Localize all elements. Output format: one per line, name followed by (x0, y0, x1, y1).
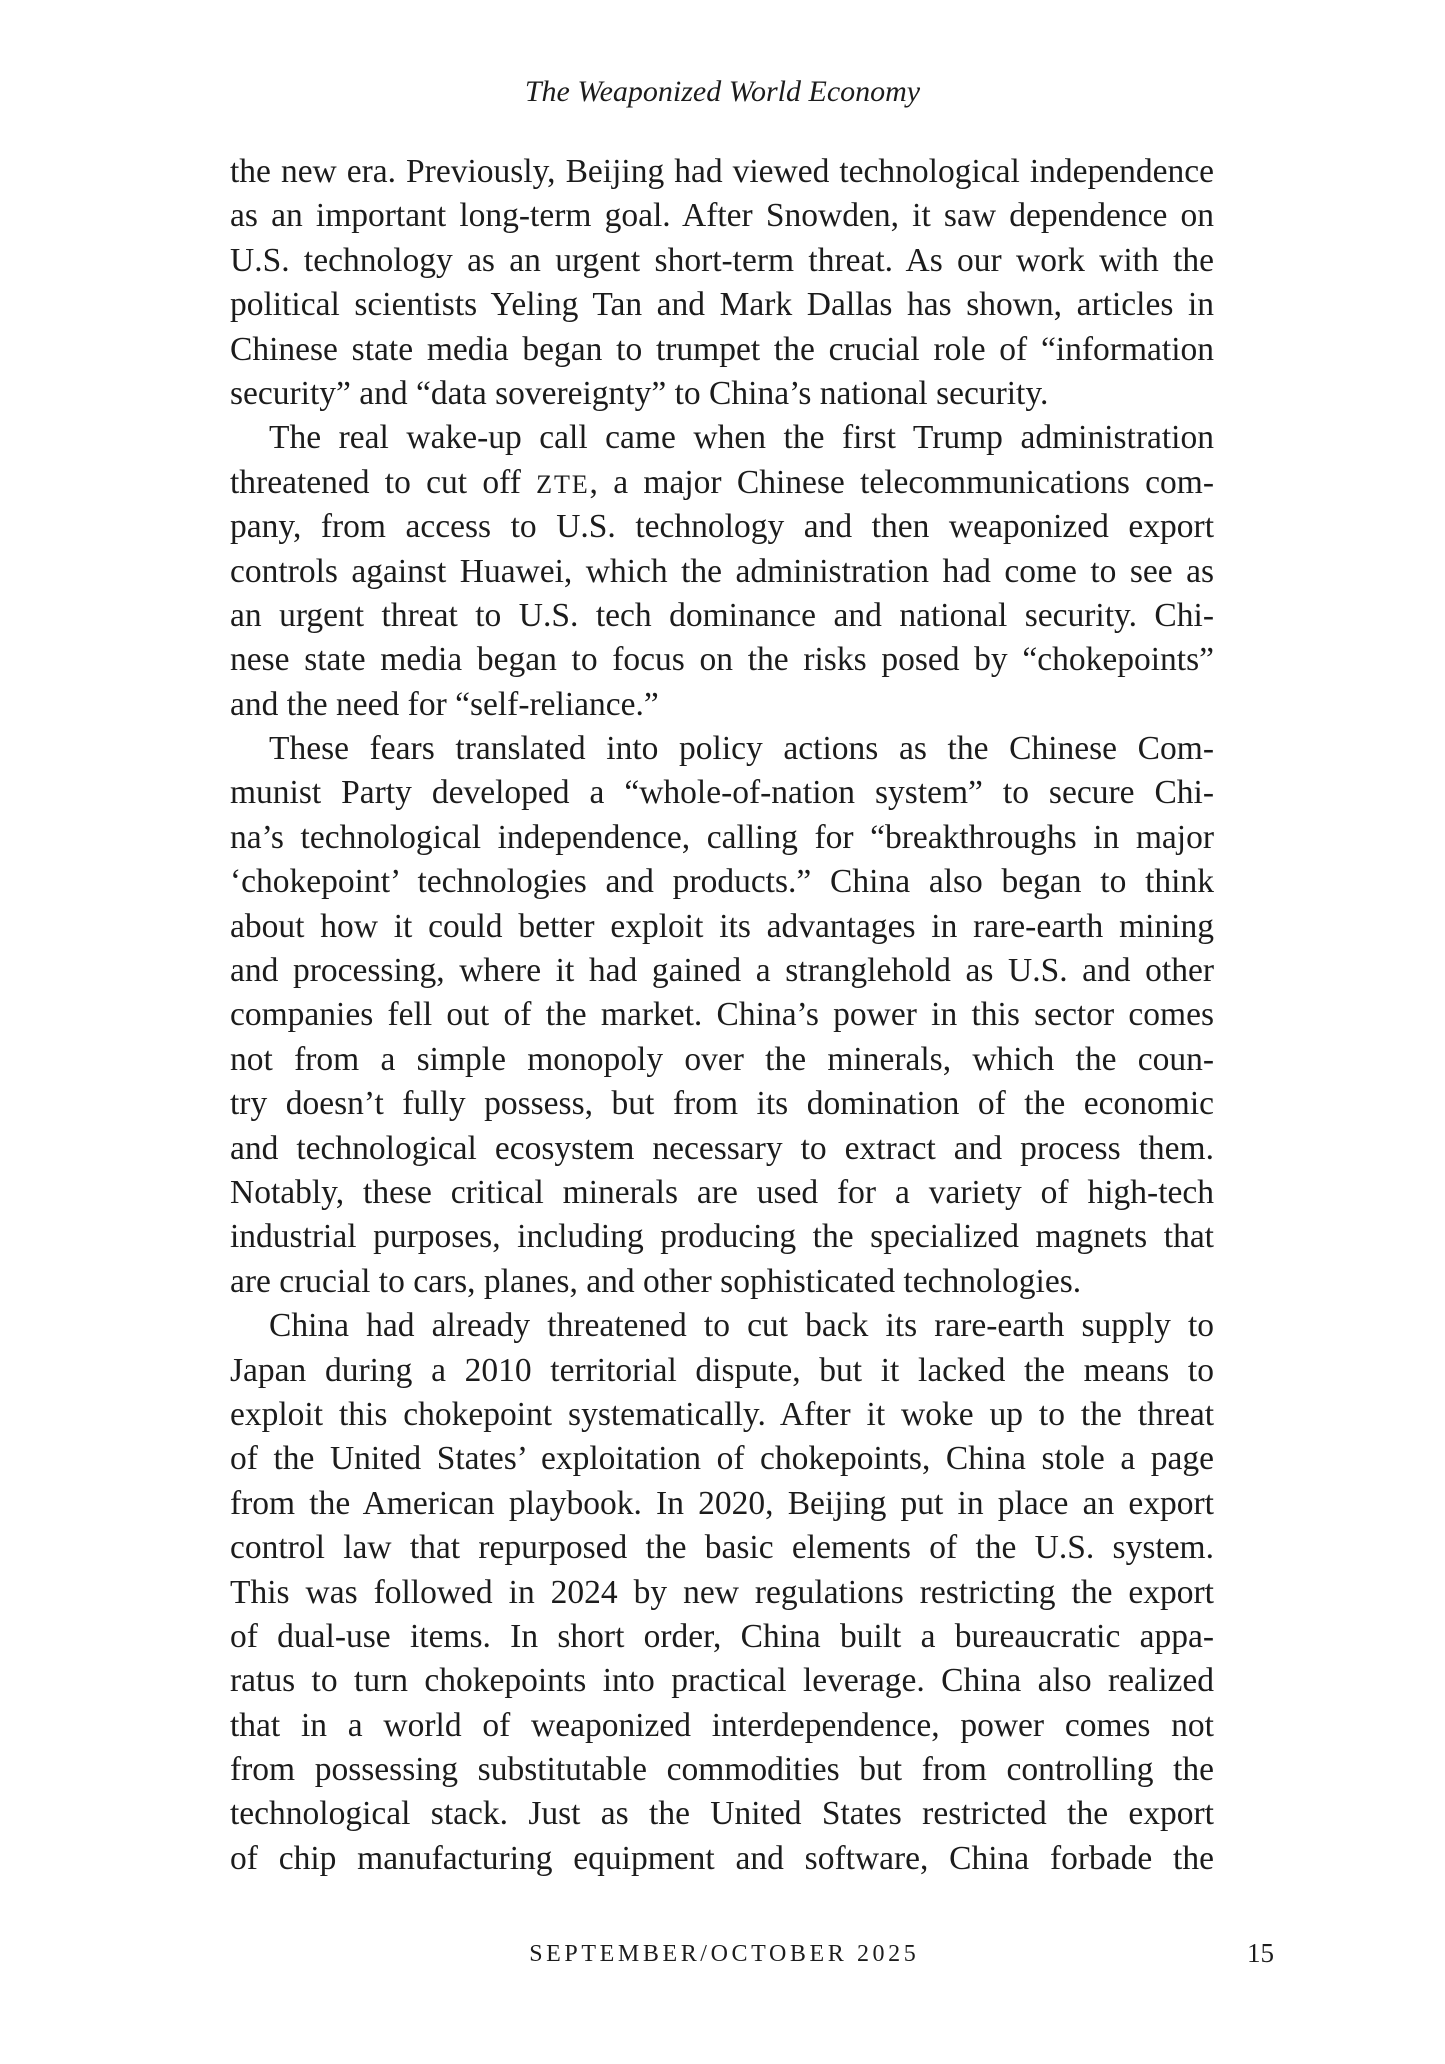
text-line: and technological ecosystem necessary to extract and process them. (230, 1129, 1214, 1167)
text-line: of the United States’ exploitation of chokepoints, China stole a page (230, 1440, 1214, 1478)
text-line: political scientists Yeling Tan and Mark Dallas has shown, articles in (230, 286, 1214, 324)
text-line (230, 461, 1214, 505)
text-line: These fears translated into policy actions as the Chinese Com- (269, 730, 1214, 768)
text-line: U.S. technology as an urgent short-term threat. As our work with the (230, 241, 1214, 279)
text-line: industrial purposes, including producing the specialized magnets that (230, 1218, 1214, 1256)
text-line: security” and “data sovereignty” to China’s national security. (230, 374, 1049, 412)
text-line: the new era. Previously, Beijing had viewed technological independence (230, 153, 1214, 190)
page-number: 15 (1247, 1938, 1274, 1968)
text-line: control law that repurposed the basic elements of the U.S. system. (230, 1529, 1214, 1567)
text-line: of chip manufacturing equipment and software, China forbade the (230, 1839, 1214, 1877)
text-line: ‘chokepoint’ technologies and products.” China also began to think (230, 863, 1214, 901)
text-line: try doesn’t fully possess, but from its domination of the economic (230, 1085, 1214, 1123)
paragraph (230, 416, 1214, 727)
text-segment: threatened to cut off (230, 463, 537, 501)
text-line: exploit this chokepoint systematically. After it woke up to the threat (230, 1395, 1214, 1433)
text-line: not from a simple monopoly over the minerals, which the coun- (230, 1040, 1214, 1078)
issue-date: SEPTEMBER/OCTOBER 2025 (529, 1941, 920, 1967)
text-line: Chinese state media began to trumpet the crucial role of “information (230, 330, 1214, 368)
text-line: This was followed in 2024 by new regulations restricting the export (230, 1573, 1214, 1611)
text-line: that in a world of weaponized interdependence, power comes not (230, 1706, 1214, 1744)
text-line: and processing, where it had gained a stranglehold as U.S. and other (230, 952, 1214, 990)
text-line: Japan during a 2010 territorial dispute, but it lacked the means to (230, 1351, 1214, 1389)
text-line: from the American playbook. In 2020, Beijing put in place an export (230, 1484, 1214, 1522)
text-line: of dual-use items. In short order, China built a bureaucratic appa- (230, 1617, 1214, 1655)
running-header: The Weaponized World Economy (524, 75, 921, 108)
text-line: controls against Huawei, which the administration had come to see as (230, 552, 1214, 590)
text-line: na’s technological independence, calling for “breakthroughs in major (230, 818, 1214, 856)
text-line: from possessing substitutable commodities but from controlling the (230, 1751, 1214, 1789)
text-line: ratus to turn chokepoints into practical leverage. China also realized (230, 1662, 1214, 1700)
text-line: and the need for “self-reliance.” (230, 685, 659, 723)
text-line: The real wake-up call came when the first Trump administration (269, 419, 1214, 457)
text-line: nese state media began to focus on the risks posed by “chokepoints” (230, 641, 1214, 679)
text-line: munist Party developed a “whole-of-nation system” to secure Chi- (230, 774, 1214, 812)
text-line: are crucial to cars, planes, and other sophisticated technologies. (230, 1262, 1082, 1300)
paragraph (230, 1304, 1214, 1881)
text-line: China had already threatened to cut back its rare-earth supply to (269, 1307, 1214, 1345)
text-line: companies fell out of the market. China’s power in this sector comes (230, 996, 1214, 1034)
paragraph (230, 727, 1214, 1304)
text-line: about how it could better exploit its advantages in rare-earth mining (230, 907, 1214, 945)
text-line: technological stack. Just as the United States restricted the export (230, 1795, 1214, 1833)
paragraph (230, 150, 1214, 416)
text-line: Notably, these critical minerals are used for a variety of high-tech (230, 1173, 1214, 1211)
text-line: an urgent threat to U.S. tech dominance and national security. Chi- (230, 596, 1214, 634)
text-segment: , a major Chinese telecommunications com- (589, 463, 1214, 501)
small-caps-acronym: ZTE (536, 469, 590, 499)
text-line: pany, from access to U.S. technology and then weaponized export (230, 508, 1214, 546)
article-body (230, 150, 1214, 1881)
text-line: as an important long-term goal. After Snowden, it saw dependence on (230, 197, 1214, 235)
